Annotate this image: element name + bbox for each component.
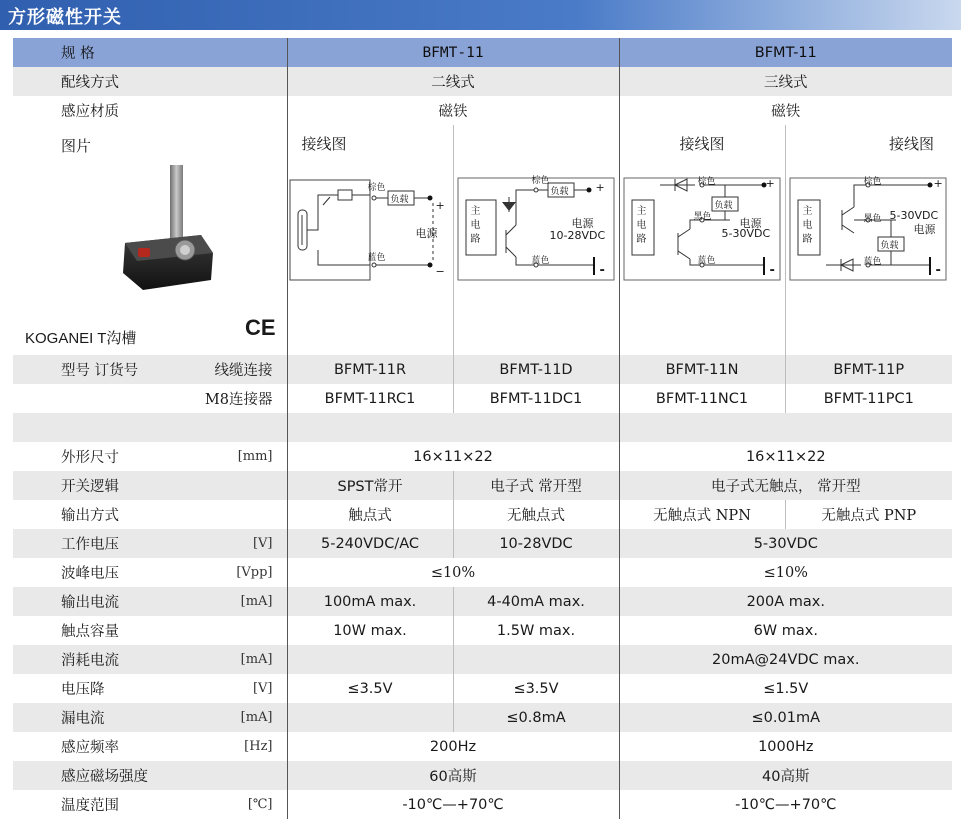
- spec-value-2wire: ≤10%: [287, 558, 619, 587]
- diagram-2wire-electronic-cell: [453, 125, 619, 355]
- spec-value-2wire: -10℃—+70℃: [287, 790, 619, 819]
- spec-unit: [Hz]: [244, 739, 273, 754]
- connector-label-cell: [13, 384, 287, 413]
- d2-voltage: 10-28VDC: [549, 229, 606, 242]
- d3-power: 电源: [739, 217, 762, 230]
- spec-label: 漏电流: [61, 711, 105, 727]
- header-row: [13, 38, 952, 67]
- spec-value-electronic: 4-40mA max.: [453, 587, 619, 616]
- spec-value-electronic: 10-28VDC: [453, 529, 619, 558]
- spec-value-3wire: ≤1.5V: [619, 674, 952, 703]
- spec-row: [13, 703, 952, 732]
- spec-value-3wire: 1000Hz: [619, 732, 952, 761]
- d2-load: 负载: [550, 187, 569, 197]
- material-label: 感应材质: [13, 96, 287, 125]
- header-model-3wire: BFMT-11: [619, 38, 952, 67]
- d1-minus: −: [435, 265, 445, 278]
- spec-label-cell: [13, 761, 287, 790]
- spec-row: [13, 616, 952, 645]
- spec-label: 温度范围: [61, 798, 119, 814]
- spec-unit: [mm]: [237, 449, 273, 464]
- wiring-row: [13, 67, 952, 96]
- spec-value-reed: 触点式: [287, 500, 453, 529]
- spec-row: [13, 587, 952, 616]
- d3-load: 负载: [714, 201, 733, 211]
- spec-unit: [V]: [252, 681, 273, 696]
- spec-unit: [℃]: [247, 797, 273, 812]
- spec-value-npn: 无触点式 NPN: [619, 500, 785, 529]
- title-bar: [0, 0, 961, 30]
- spec-row: [13, 529, 952, 558]
- spec-value-3wire: 16×11×22: [619, 442, 952, 471]
- d4-load: 负载: [880, 241, 899, 251]
- d4-minus: -: [935, 263, 941, 278]
- diagram-npn-cell: [619, 125, 785, 355]
- spec-value-electronic: ≤3.5V: [453, 674, 619, 703]
- spec-row: [13, 442, 952, 471]
- picture-label: 图片: [61, 137, 92, 155]
- spec-value-electronic: 无触点式: [453, 500, 619, 529]
- spec-row: [13, 471, 952, 500]
- connector-value: BFMT-11DC1: [453, 384, 619, 413]
- spec-row: [13, 645, 952, 674]
- spec-label-cell: [13, 558, 287, 587]
- spec-label: 感应磁场强度: [61, 769, 148, 785]
- d3-voltage: 5-30VDC: [721, 227, 771, 240]
- material-row: [13, 96, 952, 125]
- spec-unit: [V]: [252, 536, 273, 551]
- spec-label-cell: [13, 616, 287, 645]
- spec-row: [13, 558, 952, 587]
- spec-value-3wire: 5-30VDC: [619, 529, 952, 558]
- spacer-row: [13, 413, 952, 442]
- spec-value-3wire: 20mA@24VDC max.: [619, 645, 952, 674]
- spec-label: 输出方式: [61, 508, 119, 524]
- spec-label-cell: [13, 471, 287, 500]
- spec-value-3wire: ≤10%: [619, 558, 952, 587]
- spec-label-cell: [13, 790, 287, 819]
- spec-unit: [Vpp]: [236, 565, 273, 580]
- spec-label-cell: [13, 529, 287, 558]
- spec-value-reed: 10W max.: [287, 616, 453, 645]
- d1-load: 负载: [390, 195, 409, 205]
- spec-value-electronic: 电子式 常开型: [453, 471, 619, 500]
- spec-value-pnp: 无触点式 PNP: [785, 500, 952, 529]
- model-label: 型号 订货号: [61, 363, 139, 379]
- material-2wire: 磁铁: [287, 96, 619, 125]
- d2-minus: -: [599, 263, 605, 278]
- spec-value-electronic: ≤0.8mA: [453, 703, 619, 732]
- model-label-cell: [13, 355, 287, 384]
- spec-label-cell: [13, 587, 287, 616]
- spec-row: [13, 761, 952, 790]
- d4-main-circuit: 主电路: [802, 206, 813, 245]
- model-value: BFMT-11P: [785, 355, 952, 384]
- d3-minus: -: [769, 263, 775, 278]
- spec-label-cell: [13, 674, 287, 703]
- product-photo-cell: [13, 125, 287, 355]
- spec-value-electronic: 1.5W max.: [453, 616, 619, 645]
- connector-value: BFMT-11NC1: [619, 384, 785, 413]
- spec-unit: [mA]: [240, 710, 273, 725]
- spec-row: [13, 790, 952, 819]
- diagram-label-3: 接线图: [889, 135, 935, 153]
- spec-value-2wire: 200Hz: [287, 732, 619, 761]
- spec-value-3wire: 电子式无触点， 常开型: [619, 471, 952, 500]
- spec-rows: [13, 442, 952, 819]
- connector-row: [13, 384, 952, 413]
- connector-value: BFMT-11RC1: [287, 384, 453, 413]
- diagram-label-1: 接线图: [301, 135, 347, 153]
- spec-value-3wire: -10℃—+70℃: [619, 790, 952, 819]
- model-value: BFMT-11N: [619, 355, 785, 384]
- d1-brown: 棕色: [367, 183, 386, 193]
- d3-main-circuit: 主电路: [636, 206, 647, 245]
- spec-value-reed: 100mA max.: [287, 587, 453, 616]
- spec-value-2wire: 60高斯: [287, 761, 619, 790]
- d1-blue: 蓝色: [367, 253, 386, 263]
- picture-row: [13, 125, 952, 355]
- spec-label: 开关逻辑: [61, 479, 119, 495]
- wiring-2wire: 二线式: [287, 67, 619, 96]
- spec-label-cell: [13, 442, 287, 471]
- d2-blue: 蓝色: [531, 256, 550, 266]
- spec-label: 波峰电压: [61, 566, 119, 582]
- d3-blue: 蓝色: [697, 256, 716, 266]
- spec-label: 输出电流: [61, 595, 119, 611]
- spec-unit: [mA]: [240, 594, 273, 609]
- spec-row: [13, 500, 952, 529]
- spec-label-cell: [13, 703, 287, 732]
- material-3wire: 磁铁: [619, 96, 952, 125]
- diagram-label-2: 接线图: [679, 135, 725, 153]
- spec-value-reed: ≤3.5V: [287, 674, 453, 703]
- spec-value-3wire: 40高斯: [619, 761, 952, 790]
- spec-label: 感应频率: [61, 740, 119, 756]
- d4-power: 电源: [913, 223, 936, 236]
- d2-plus: +: [595, 181, 605, 194]
- spec-value-reed: SPST常开: [287, 471, 453, 500]
- cable-label: 线缆连接: [214, 363, 273, 379]
- header-model-2wire: BFMT-11: [287, 38, 619, 67]
- spec-value-reed: [287, 645, 453, 674]
- spec-label: 工作电压: [61, 537, 119, 553]
- d4-black: 黑色: [863, 214, 882, 224]
- d2-brown: 棕色: [531, 176, 550, 186]
- spec-label-cell: [13, 500, 287, 529]
- brand-label: KOGANEI T沟槽: [25, 330, 137, 347]
- d3-plus: +: [765, 177, 775, 190]
- spec-row: [13, 674, 952, 703]
- spec-row: [13, 732, 952, 761]
- d3-brown: 棕色: [697, 177, 716, 187]
- page-title: 方形磁性开关: [8, 7, 122, 28]
- wiring-label: 配线方式: [13, 67, 287, 96]
- spec-label: 消耗电流: [61, 653, 119, 669]
- diagram-2wire-reed-cell: [287, 125, 453, 355]
- model-value: BFMT-11D: [453, 355, 619, 384]
- d2-main-circuit: 主电路: [470, 206, 481, 245]
- header-label: 规 格: [13, 38, 287, 67]
- d2-power: 电源: [571, 217, 594, 230]
- spec-unit: [mA]: [240, 652, 273, 667]
- spec-label-cell: [13, 732, 287, 761]
- connector-value: BFMT-11PC1: [785, 384, 952, 413]
- spec-value-reed: 5-240VDC/AC: [287, 529, 453, 558]
- spec-value-3wire: ≤0.01mA: [619, 703, 952, 732]
- d4-voltage: 5-30VDC: [889, 209, 939, 222]
- d4-plus: +: [933, 177, 943, 190]
- diagram-pnp-cell: [785, 125, 952, 355]
- d4-brown: 棕色: [863, 177, 882, 187]
- d1-plus: +: [435, 199, 445, 212]
- spec-label: 电压降: [61, 682, 105, 698]
- d4-blue: 蓝色: [863, 257, 882, 267]
- model-value: BFMT-11R: [287, 355, 453, 384]
- spec-value-3wire: 6W max.: [619, 616, 952, 645]
- model-row: [13, 355, 952, 384]
- d3-black: 黑色: [693, 212, 712, 222]
- spec-label-cell: [13, 645, 287, 674]
- ce-mark: CE: [245, 315, 276, 340]
- spec-value-reed: [287, 703, 453, 732]
- spec-label: 触点容量: [61, 624, 119, 640]
- spec-value-2wire: 16×11×22: [287, 442, 619, 471]
- spec-label: 外形尺寸: [61, 450, 119, 466]
- wiring-3wire: 三线式: [619, 67, 952, 96]
- spec-value-3wire: 200A max.: [619, 587, 952, 616]
- spec-value-electronic: [453, 645, 619, 674]
- spec-table: [13, 38, 952, 819]
- connector-label: M8连接器: [204, 392, 273, 408]
- d1-power: 电源: [415, 227, 438, 240]
